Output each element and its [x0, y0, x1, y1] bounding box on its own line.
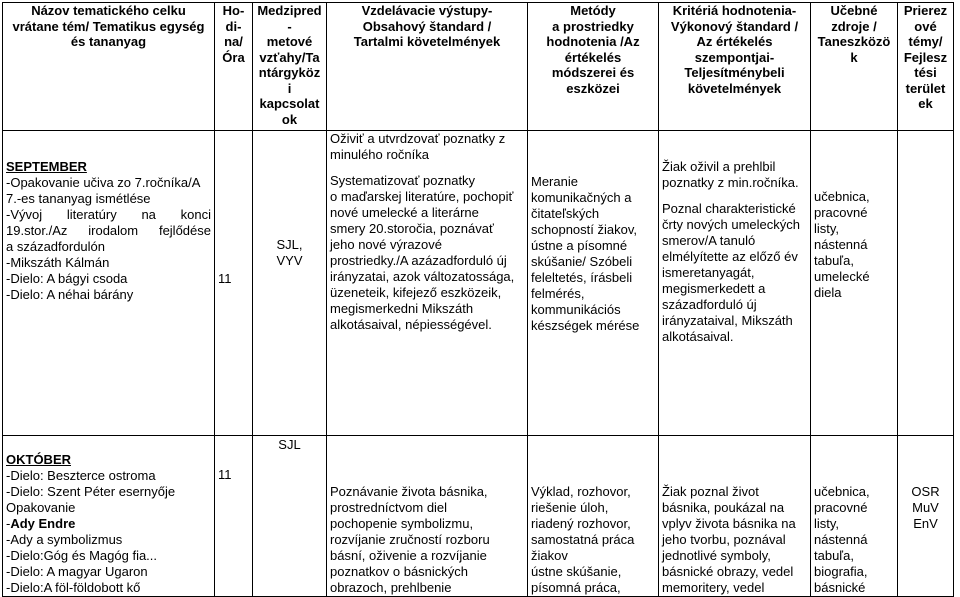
- resources-cell: učebnica, pracovné listy, nástenná tabuľa, biografia, básnické: [811, 436, 898, 597]
- topic-cell: OKTÓBER -Dielo: Beszterce ostroma -Dielo: Szent Péter esernyője Opakovanie -Ady Endre -Ady a symbolizmus -Dielo:Góg és Magóg fia... -Dielo: A magyar Ugaron -Dielo:A föl-földobott kő: [3, 436, 215, 597]
- header-hours: Ho- di- na/ Óra: [215, 3, 253, 131]
- criteria-cell: Žiak oživil a prehlbil poznatky z min.ročníka. Poznal charakteristické črty nových umeleckých smerov/A tanuló elmélyítette az előző év ismeretanyagát, megismerkedett a századforduló új irányzataival, Mikszáth alkotásaival.: [659, 131, 811, 436]
- header-criteria: Kritériá hodnotenia- Výkonový štandard / Az értékelés szempontjai- Teljesítménybeli követelmények: [659, 3, 811, 131]
- curriculum-table: [2, 2, 954, 597]
- table-row: [3, 131, 954, 436]
- content-cell: Poznávanie života básnika, prostredníctvom diel pochopenie symbolizmu, rozvíjanie zručností rozboru básní, oživenie a rozvíjanie poznatkov o básnických obrazoch, prehlbenie: [327, 436, 528, 597]
- resources-cell: učebnica, pracovné listy, nástenná tabuľa, umelecké diela: [811, 131, 898, 436]
- author-name: Ady Endre: [10, 516, 76, 531]
- topic-cell: SEPTEMBER -Opakovanie učiva zo 7.ročníka/A 7.-es tananyag ismétlése -Vývoj literatúry na konci 19.stor./Az irodalom fejlődése a századfordulón -Mikszáth Kálmán -Dielo: A bágyi csoda -Dielo: A néhai bárány: [3, 131, 215, 436]
- table-row: [3, 436, 954, 597]
- relations-cell: SJL, VYV: [253, 131, 327, 436]
- month-label: SEPTEMBER: [6, 159, 87, 174]
- relations-cell: SJL: [253, 436, 327, 597]
- cross-topics-cell: [898, 131, 954, 436]
- methods-cell: Výklad, rozhovor, riešenie úloh, riadený rozhovor, samostatná práca žiakov ústne skúšanie, písomná práca,: [528, 436, 659, 597]
- content-cell: Oživiť a utvrdzovať poznatky z minulého ročníka Systematizovať poznatky o maďarskej literatúre, pochopiť nové umelecké a literárne smery 20.storočia, poznávať jeho nové výrazové prostriedky./A azázadforduló új irányzatai, azok változatossága, üzeneteik, kifejező eszközeik, megismerkedni Mikszáth alkotásaival, népiességével.: [327, 131, 528, 436]
- header-content: Vzdelávacie výstupy- Obsahový štandard / Tartalmi követelmények: [327, 3, 528, 131]
- methods-cell: Meranie komunikačných a čitateľských schopností žiakov, ústne a písomné skúšanie/ Szóbeli feleltetés, írásbeli felmérés, kommunikációs készségek mérése: [528, 131, 659, 436]
- header-cross-topics: Prierez ové témy/ Fejlesz tési terület ek: [898, 3, 954, 131]
- header-row: [3, 3, 954, 131]
- header-relations: Medzipred - metové vzťahy/Ta ntárgyköz i kapcsolat ok: [253, 3, 327, 131]
- header-resources: Učebné zdroje / Taneszközö k: [811, 3, 898, 131]
- header-topic: Názov tematického celku vrátane tém/ Tematikus egység és tananyag: [3, 3, 215, 131]
- header-methods: Metódy a prostriedky hodnotenia /Az értékelés módszerei és eszközei: [528, 3, 659, 131]
- month-label: OKTÓBER: [6, 452, 71, 467]
- hours-cell: 11: [215, 131, 253, 436]
- criteria-cell: Žiak poznal život básnika, poukázal na vplyv života básnika na jeho tvorbu, poznával jednotlivé symboly, básnické obrazy, vedel memoritery, vedel: [659, 436, 811, 597]
- hours-cell: 11: [215, 436, 253, 597]
- cross-topics-cell: OSR MuV EnV: [898, 436, 954, 597]
